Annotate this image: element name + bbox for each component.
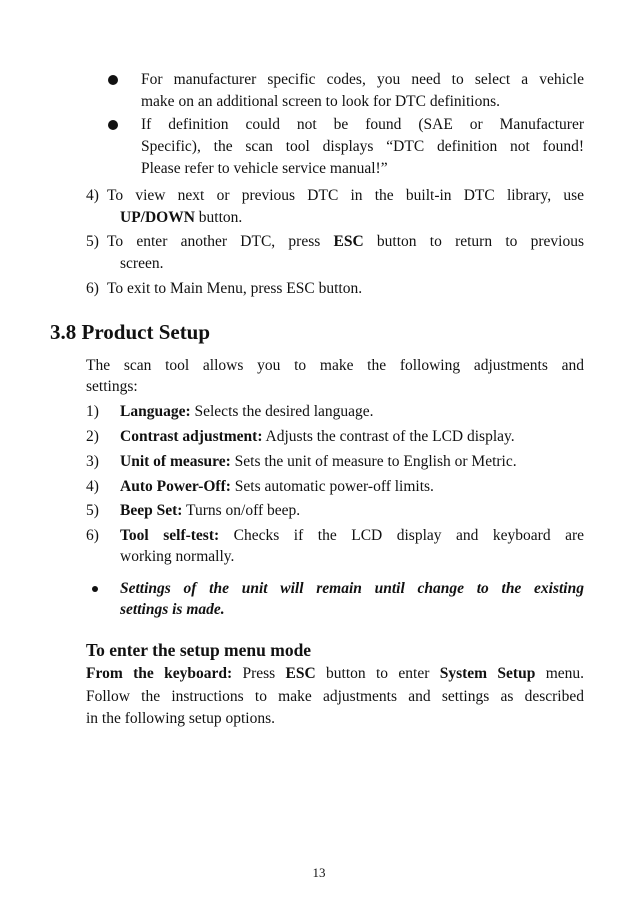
system-setup-label: System Setup (439, 665, 536, 682)
bullet-1-line-1: For manufacturer specific codes, you need to select a vehicle (141, 71, 584, 88)
step-4-tail: button. (194, 209, 243, 226)
section-heading: 3.8 Product Setup (50, 320, 211, 344)
setting-2-desc: Adjusts the contrast of the LCD display. (262, 428, 515, 445)
bullet-dot-2 (108, 120, 118, 130)
note-line-2: settings is made. (120, 601, 225, 618)
bullet-2-line-2: Specific), the scan tool displays “DTC definition not found! (141, 138, 584, 155)
para-text-3: menu. (535, 665, 584, 682)
step-4-line-1: To view next or previous DTC in the built-in DTC library, use (107, 187, 584, 204)
step-5-post: button to return to previous (363, 233, 584, 250)
setting-1-text (120, 401, 374, 423)
setting-4-number: 4) (86, 478, 99, 495)
step-4-line-2 (120, 207, 242, 229)
setting-1-desc: Selects the desired language. (190, 403, 374, 420)
note-bullet-dot (92, 586, 98, 592)
setting-3-number: 3) (86, 453, 99, 470)
page-number: 13 (312, 865, 326, 880)
subsection-para-line-2: Follow the instructions to make adjustments and settings as described (86, 688, 584, 705)
para-text-1: Press (232, 665, 286, 682)
setting-3-text (120, 451, 517, 473)
setting-3-desc: Sets the unit of measure to English or Metric. (230, 453, 517, 470)
setting-4-text (120, 476, 434, 498)
setting-6-term: Tool self-test: (120, 527, 220, 544)
subsection-para-line-3: in the following setup options. (86, 710, 276, 727)
step-6-line-1: To exit to Main Menu, press ESC button. (107, 280, 363, 297)
setting-2-text (120, 426, 515, 448)
bullet-2-line-3: Please refer to vehicle service manual!” (141, 160, 388, 177)
setting-5-term: Beep Set: (120, 502, 183, 519)
step-4-key: UP/DOWN (120, 209, 195, 226)
subsection-para-line-1 (86, 663, 584, 685)
step-5-key: ESC (333, 233, 364, 250)
bullet-dot-1 (108, 75, 118, 85)
setting-6-number: 6) (86, 527, 99, 544)
step-5-line-2: screen. (120, 255, 164, 272)
setting-6-line-1 (120, 525, 584, 547)
para-text-2: button to enter (315, 665, 440, 682)
setting-6-desc: Checks if the LCD display and keyboard are (219, 527, 584, 544)
setting-2-term: Contrast adjustment: (120, 428, 263, 445)
step-5-pre: To enter another DTC, press (107, 233, 334, 250)
setting-6-line-2: working normally. (120, 548, 235, 565)
setting-5-desc: Turns on/off beep. (182, 502, 301, 519)
setting-1-term: Language: (120, 403, 191, 420)
step-4-number: 4) (86, 187, 99, 204)
bullet-1-line-2: make on an additional screen to look for DTC definitions. (141, 93, 500, 110)
setting-5-text (120, 500, 300, 522)
subsection-heading: To enter the setup menu mode (86, 640, 312, 660)
setting-2-number: 2) (86, 428, 99, 445)
setting-4-term: Auto Power-Off: (120, 478, 231, 495)
step-5-line-1 (107, 231, 584, 253)
esc-key-label: ESC (285, 665, 316, 682)
setting-1-number: 1) (86, 403, 99, 420)
section-intro-line-1: The scan tool allows you to make the following adjustments and (86, 357, 584, 374)
setting-4-desc: Sets automatic power-off limits. (230, 478, 434, 495)
note-line-1: Settings of the unit will remain until change to the existing (120, 580, 584, 597)
step-5-number: 5) (86, 233, 99, 250)
step-6-number: 6) (86, 280, 99, 297)
setting-5-number: 5) (86, 502, 99, 519)
setting-3-term: Unit of measure: (120, 453, 231, 470)
bullet-2-line-1: If definition could not be found (SAE or Manufacturer (141, 116, 584, 133)
keyboard-label: From the keyboard: (86, 665, 233, 682)
section-intro-line-2: settings: (86, 378, 138, 395)
